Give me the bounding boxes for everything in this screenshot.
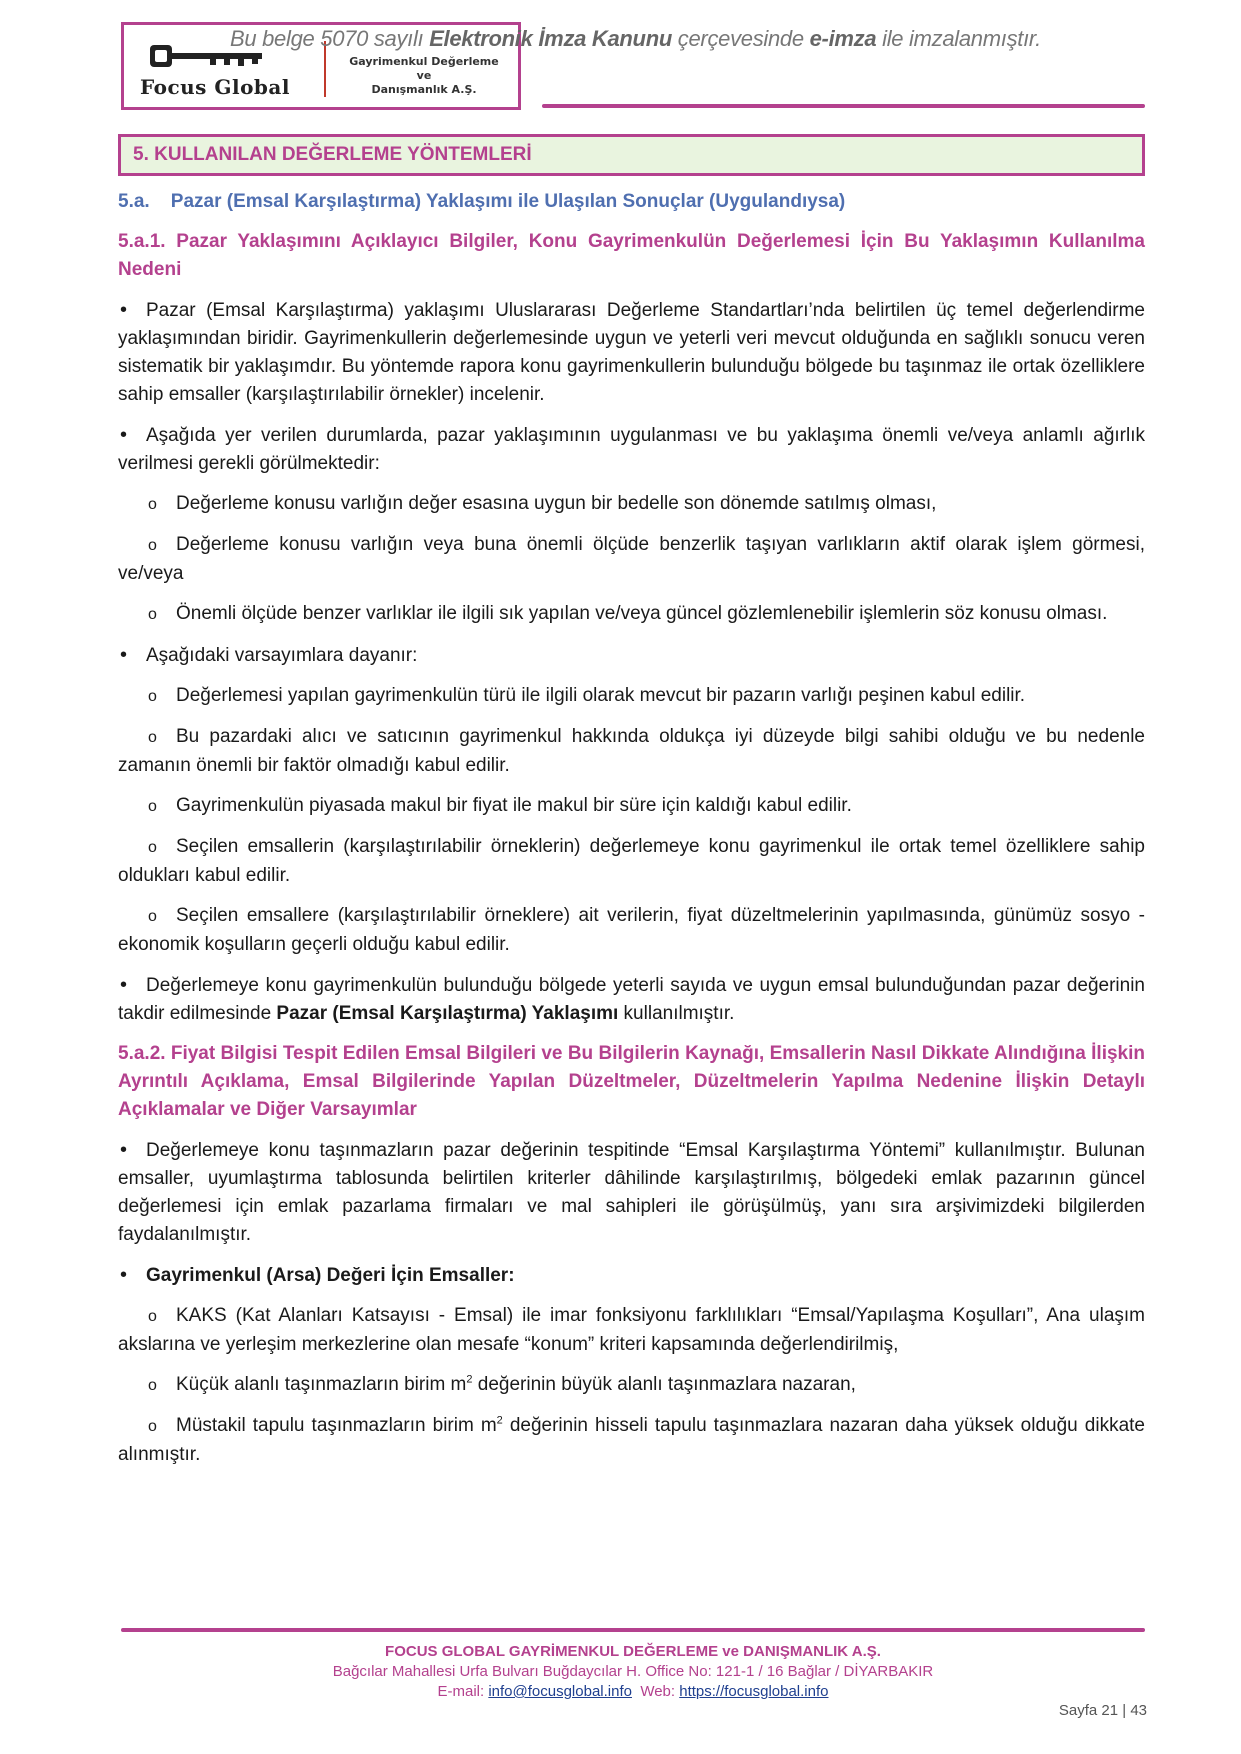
subsection-5a1-title: 5.a.1. Pazar Yaklaşımını Açıklayıcı Bilgiler, Konu Gayrimenkulün Değerlemesi İçin Bu Yaklaşımın Kullanılma Nedeni [118, 231, 1145, 280]
paragraph-conclusion [118, 971, 1145, 1028]
footer-web-link[interactable]: https://focusglobal.info [679, 1683, 829, 1700]
paragraph-text-pre: Değerlemeye konu gayrimenkulün bulunduğu bölgede yeterli sayıda ve uygun emsal bulunduğundan pazar değerinin takdir edilmesinde [118, 975, 1145, 1024]
list-item [118, 792, 1145, 821]
paragraph-text: Aşağıda yer verilen durumlarda, pazar yaklaşımının uygulanması ve bu yaklaşıma önemli ve/veya anlamlı ağırlık verilmesi gerekli görülmektedir: [118, 425, 1145, 474]
paragraph-assumptions [118, 641, 1145, 670]
paragraph-comparables [118, 1136, 1145, 1249]
list-item-text: Seçilen emsallere (karşılaştırılabilir örneklere) ait verilerin, fiyat düzeltmelerinin yapılmasında, günümüz sosyo - ekonomik koşulların geçerli olduğu kabul edilir. [118, 905, 1145, 955]
footer-web-label: Web: [631, 1683, 680, 1700]
footer-email-link[interactable]: info@focusglobal.info [488, 1683, 632, 1700]
list-item-text-post: değerinin hisseli tapulu taşınmazlara nazaran daha yüksek olduğu dikkate alınmıştır. [118, 1415, 1145, 1465]
circle-bullet-icon [148, 1412, 176, 1441]
list-item [118, 902, 1145, 959]
superscript: 2 [466, 1373, 473, 1386]
paragraph-market-approach [118, 296, 1145, 409]
paragraph-text-bold: Pazar (Emsal Karşılaştırma) Yaklaşımı [276, 1003, 619, 1024]
logo-brand: Focus Global [140, 75, 290, 99]
logo-subtitle-line1: Gayrimenkul Değerleme [349, 55, 499, 68]
section-heading-box [118, 134, 1145, 176]
circle-bullet-icon [148, 531, 176, 560]
list-item [118, 1371, 1145, 1400]
list-item-text-pre: Küçük alanlı taşınmazların birim m [176, 1374, 467, 1395]
circle-bullet-icon [148, 490, 176, 519]
circle-bullet-icon [148, 682, 176, 711]
list-item [118, 531, 1145, 588]
list-item [118, 490, 1145, 519]
list-item-text: Değerleme konusu varlığın veya buna önemli ölçüde benzerlik taşıyan varlıkların aktif olarak işlem görmesi, ve/veya [118, 534, 1145, 584]
footer-company: FOCUS GLOBAL GAYRİMENKUL DEĞERLEME ve DANIŞMANLIK A.Ş. [385, 1643, 881, 1660]
list-item-text-post: değerinin büyük alanlı taşınmazlara nazaran, [472, 1374, 856, 1395]
bullet-icon [118, 421, 146, 450]
circle-bullet-icon [148, 1371, 176, 1400]
logo-subtitle [334, 55, 514, 97]
list-item [118, 833, 1145, 890]
logo-subtitle-line2: ve [416, 69, 432, 82]
superscript: 2 [496, 1414, 503, 1427]
section-title: 5. KULLANILAN DEĞERLEME YÖNTEMLERİ [133, 144, 532, 165]
bullet-icon [118, 296, 146, 325]
list-item [118, 600, 1145, 629]
list-item-text: KAKS (Kat Alanları Katsayısı - Emsal) ile imar fonksiyonu farklılıkları “Emsal/Yapılaşma Koşulları”, Ana ulaşım akslarına ve yerleşim merkezlerine olan mesafe “konum” kriteri kapsamında değerlendirilmiş, [118, 1305, 1145, 1355]
paragraph-text: Gayrimenkul (Arsa) Değeri İçin Emsaller: [146, 1265, 515, 1286]
footer-contact [121, 1682, 1145, 1702]
subsection-5a-title: 5.a. Pazar (Emsal Karşılaştırma) Yaklaşımı ile Ulaşılan Sonuçlar (Uygulandıysa) [118, 191, 846, 212]
list-item-text: Bu pazardaki alıcı ve satıcının gayrimenkul hakkında oldukça iyi düzeyde bilgi sahibi olduğu ve bu nedenle zamanın önemli bir faktör olmadığı kabul edilir. [118, 726, 1145, 776]
page-number: Sayfa 21 | 43 [1058, 1702, 1147, 1719]
list-item-text: Seçilen emsallerin (karşılaştırılabilir örneklerin) değerlemeye konu gayrimenkul ile ortak temel özelliklere sahip oldukları kabul edilir. [118, 836, 1145, 886]
list-item-text: Gayrimenkulün piyasada makul bir fiyat ile makul bir süre için kaldığı kabul edilir. [176, 795, 852, 816]
bullet-icon [118, 971, 146, 1000]
paragraph-conditions [118, 421, 1145, 478]
document-body [118, 188, 1145, 1481]
list-item [118, 682, 1145, 711]
esign-pre: Bu belge 5070 sayılı [230, 26, 430, 51]
esign-post: ile imzalanmıştır. [876, 26, 1041, 51]
list-item-text-pre: Müstakil tapulu taşınmazların birim m [176, 1415, 497, 1436]
paragraph-text: Pazar (Emsal Karşılaştırma) yaklaşımı Uluslararası Değerleme Standartları’nda belirtilen üç temel değerlendirme yaklaşımından biridir. Gayrimenkullerin değerlemesinde uygun ve yeterli veri mevcut olduğunda en sağlıklı sonucu veren sistematik bir yaklaşımdır. Bu yöntemde rapora konu gayrimenkullerin bulunduğu bölgede bu taşınmaz ile ortak özelliklere sahip emsaller (karşılaştırılabilir örnekler) incelenir. [118, 300, 1145, 405]
paragraph-text: Aşağıdaki varsayımlara dayanır: [146, 645, 418, 666]
header-rule [542, 104, 1145, 108]
esign-mid: çerçevesinde [671, 26, 810, 51]
list-item-text: Değerleme konusu varlığın değer esasına uygun bir bedelle son dönemde satılmış olması, [176, 493, 937, 514]
circle-bullet-icon [148, 792, 176, 821]
subsection-5a2-title: 5.a.2. Fiyat Bilgisi Tespit Edilen Emsal Bilgileri ve Bu Bilgilerin Kaynağı, Emsallerin Nasıl Dikkate Alındığına İlişkin Ayrıntılı Açıklama, Emsal Bilgilerinde Yapılan Düzeltmeler, Düzeltmelerin Yapılma Nedenine İlişkin Detaylı Açıklamalar ve Diğer Varsayımlar [118, 1043, 1145, 1120]
esign-notice [230, 26, 1041, 52]
esign-law: Elektronik İmza Kanunu [429, 26, 672, 51]
list-item [118, 1412, 1145, 1469]
circle-bullet-icon [148, 600, 176, 629]
paragraph-text: Değerlemeye konu taşınmazların pazar değerinin tespitinde “Emsal Karşılaştırma Yöntemi” kullanılmıştır. Bulunan emsaller, uyumlaştırma tablosunda belirtilen kriterler dâhilinde karşılaştırılmış, bölgedeki emlak pazarının güncel değerlemesi için emlak pazarlama firmaları ve mal sahipleri ile görüşülmüş, yanı sıra arşivimizdeki bilgilerden faydalanılmıştır. [118, 1140, 1145, 1245]
bullet-icon [118, 641, 146, 670]
circle-bullet-icon [148, 723, 176, 752]
footer-rule [121, 1628, 1145, 1632]
bullet-icon [118, 1261, 146, 1290]
list-item [118, 1302, 1145, 1359]
list-item-text: Değerlemesi yapılan gayrimenkulün türü ile ilgili olarak mevcut bir pazarın varlığı peşinen kabul edilir. [176, 685, 1026, 706]
esign-eimza: e-imza [809, 26, 877, 51]
bullet-icon [118, 1136, 146, 1165]
list-item-text: Önemli ölçüde benzer varlıklar ile ilgili sık yapılan ve/veya güncel gözlemlenebilir işlemlerin söz konusu olması. [176, 603, 1108, 624]
circle-bullet-icon [148, 902, 176, 931]
list-item [118, 723, 1145, 780]
footer-email-label: E-mail: [437, 1683, 489, 1700]
footer-address: Bağcılar Mahallesi Urfa Bulvarı Buğdaycılar H. Office No: 121-1 / 16 Bağlar / DİYARBAKIR [332, 1663, 934, 1680]
page-footer [121, 1642, 1145, 1702]
paragraph-text-post: kullanılmıştır. [618, 1003, 735, 1024]
paragraph-land-comparables [118, 1261, 1145, 1290]
circle-bullet-icon [148, 833, 176, 862]
circle-bullet-icon [148, 1302, 176, 1331]
logo-subtitle-line3: Danışmanlık A.Ş. [371, 83, 477, 96]
